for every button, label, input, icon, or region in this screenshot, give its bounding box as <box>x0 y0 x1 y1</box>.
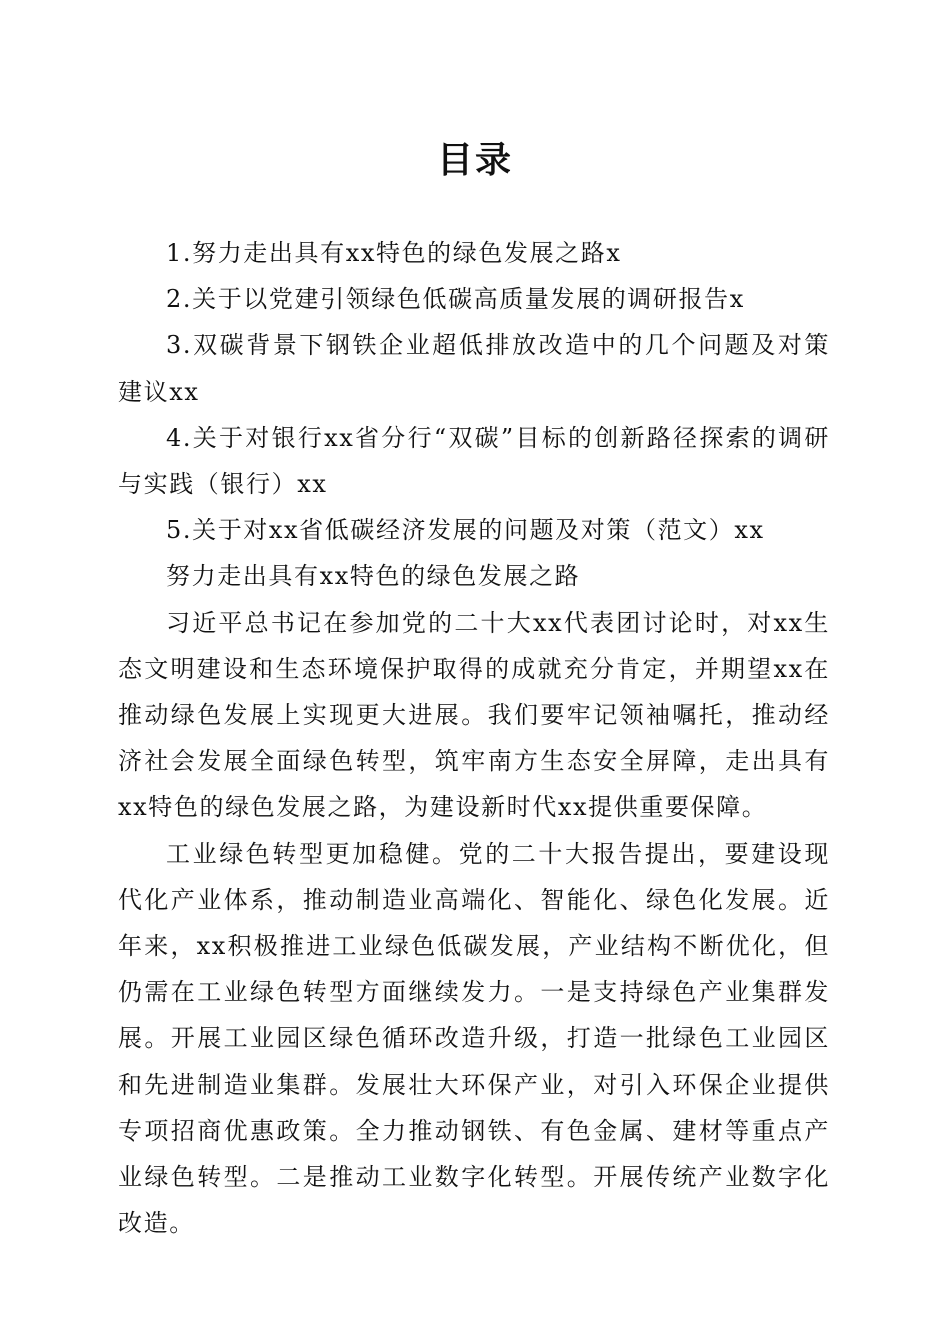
toc-item-2: 2.关于以党建引领绿色低碳高质量发展的调研报告x <box>166 285 745 314</box>
section-heading: 努力走出具有xx特色的绿色发展之路 <box>166 562 581 591</box>
body-paragraph-1: 习近平总书记在参加党的二十大xx代表团讨论时，对xx生态文明建设和生态环境保护取得的成就充分肯定，并期望xx在推动绿色发展上实现更大进展。我们要牢记领袖嘱托，推动经济社会发展全面绿色转型，筑牢南方生态安全屏障，走出具有xx特色的绿色发展之路，为建设新时代xx提供重要保障。 <box>118 608 830 822</box>
page-title: 目录 <box>436 139 513 181</box>
toc-item-5: 5.关于对xx省低碳经济发展的问题及对策（范文）xx <box>166 516 765 545</box>
toc-item-4: 4.关于对银行xx省分行“双碳”目标的创新路径探索的调研与实践（银行）xx <box>118 423 830 499</box>
toc-item-1: 1.努力走出具有xx特色的绿色发展之路x <box>166 239 622 267</box>
toc-item-3: 3.双碳背景下钢铁企业超低排放改造中的几个问题及对策建议xx <box>118 331 830 406</box>
document-body <box>118 230 830 1246</box>
body-paragraph-2: 工业绿色转型更加稳健。党的二十大报告提出，要建设现代化产业体系，推动制造业高端化、智能化、绿色化发展。近年来，xx积极推进工业绿色低碳发展，产业结构不断优化，但仍需在工业绿色转型方面继续发力。一是支持绿色产业集群发展。开展工业园区绿色循环改造升级，打造一批绿色工业园区和先进制造业集群。发展壮大环保产业，对引入环保企业提供专项招商优惠政策。全力推动钢铁、有色金属、建材等重点产业绿色转型。二是推动工业数字化转型。开展传统产业数字化改造。 <box>118 839 830 1238</box>
